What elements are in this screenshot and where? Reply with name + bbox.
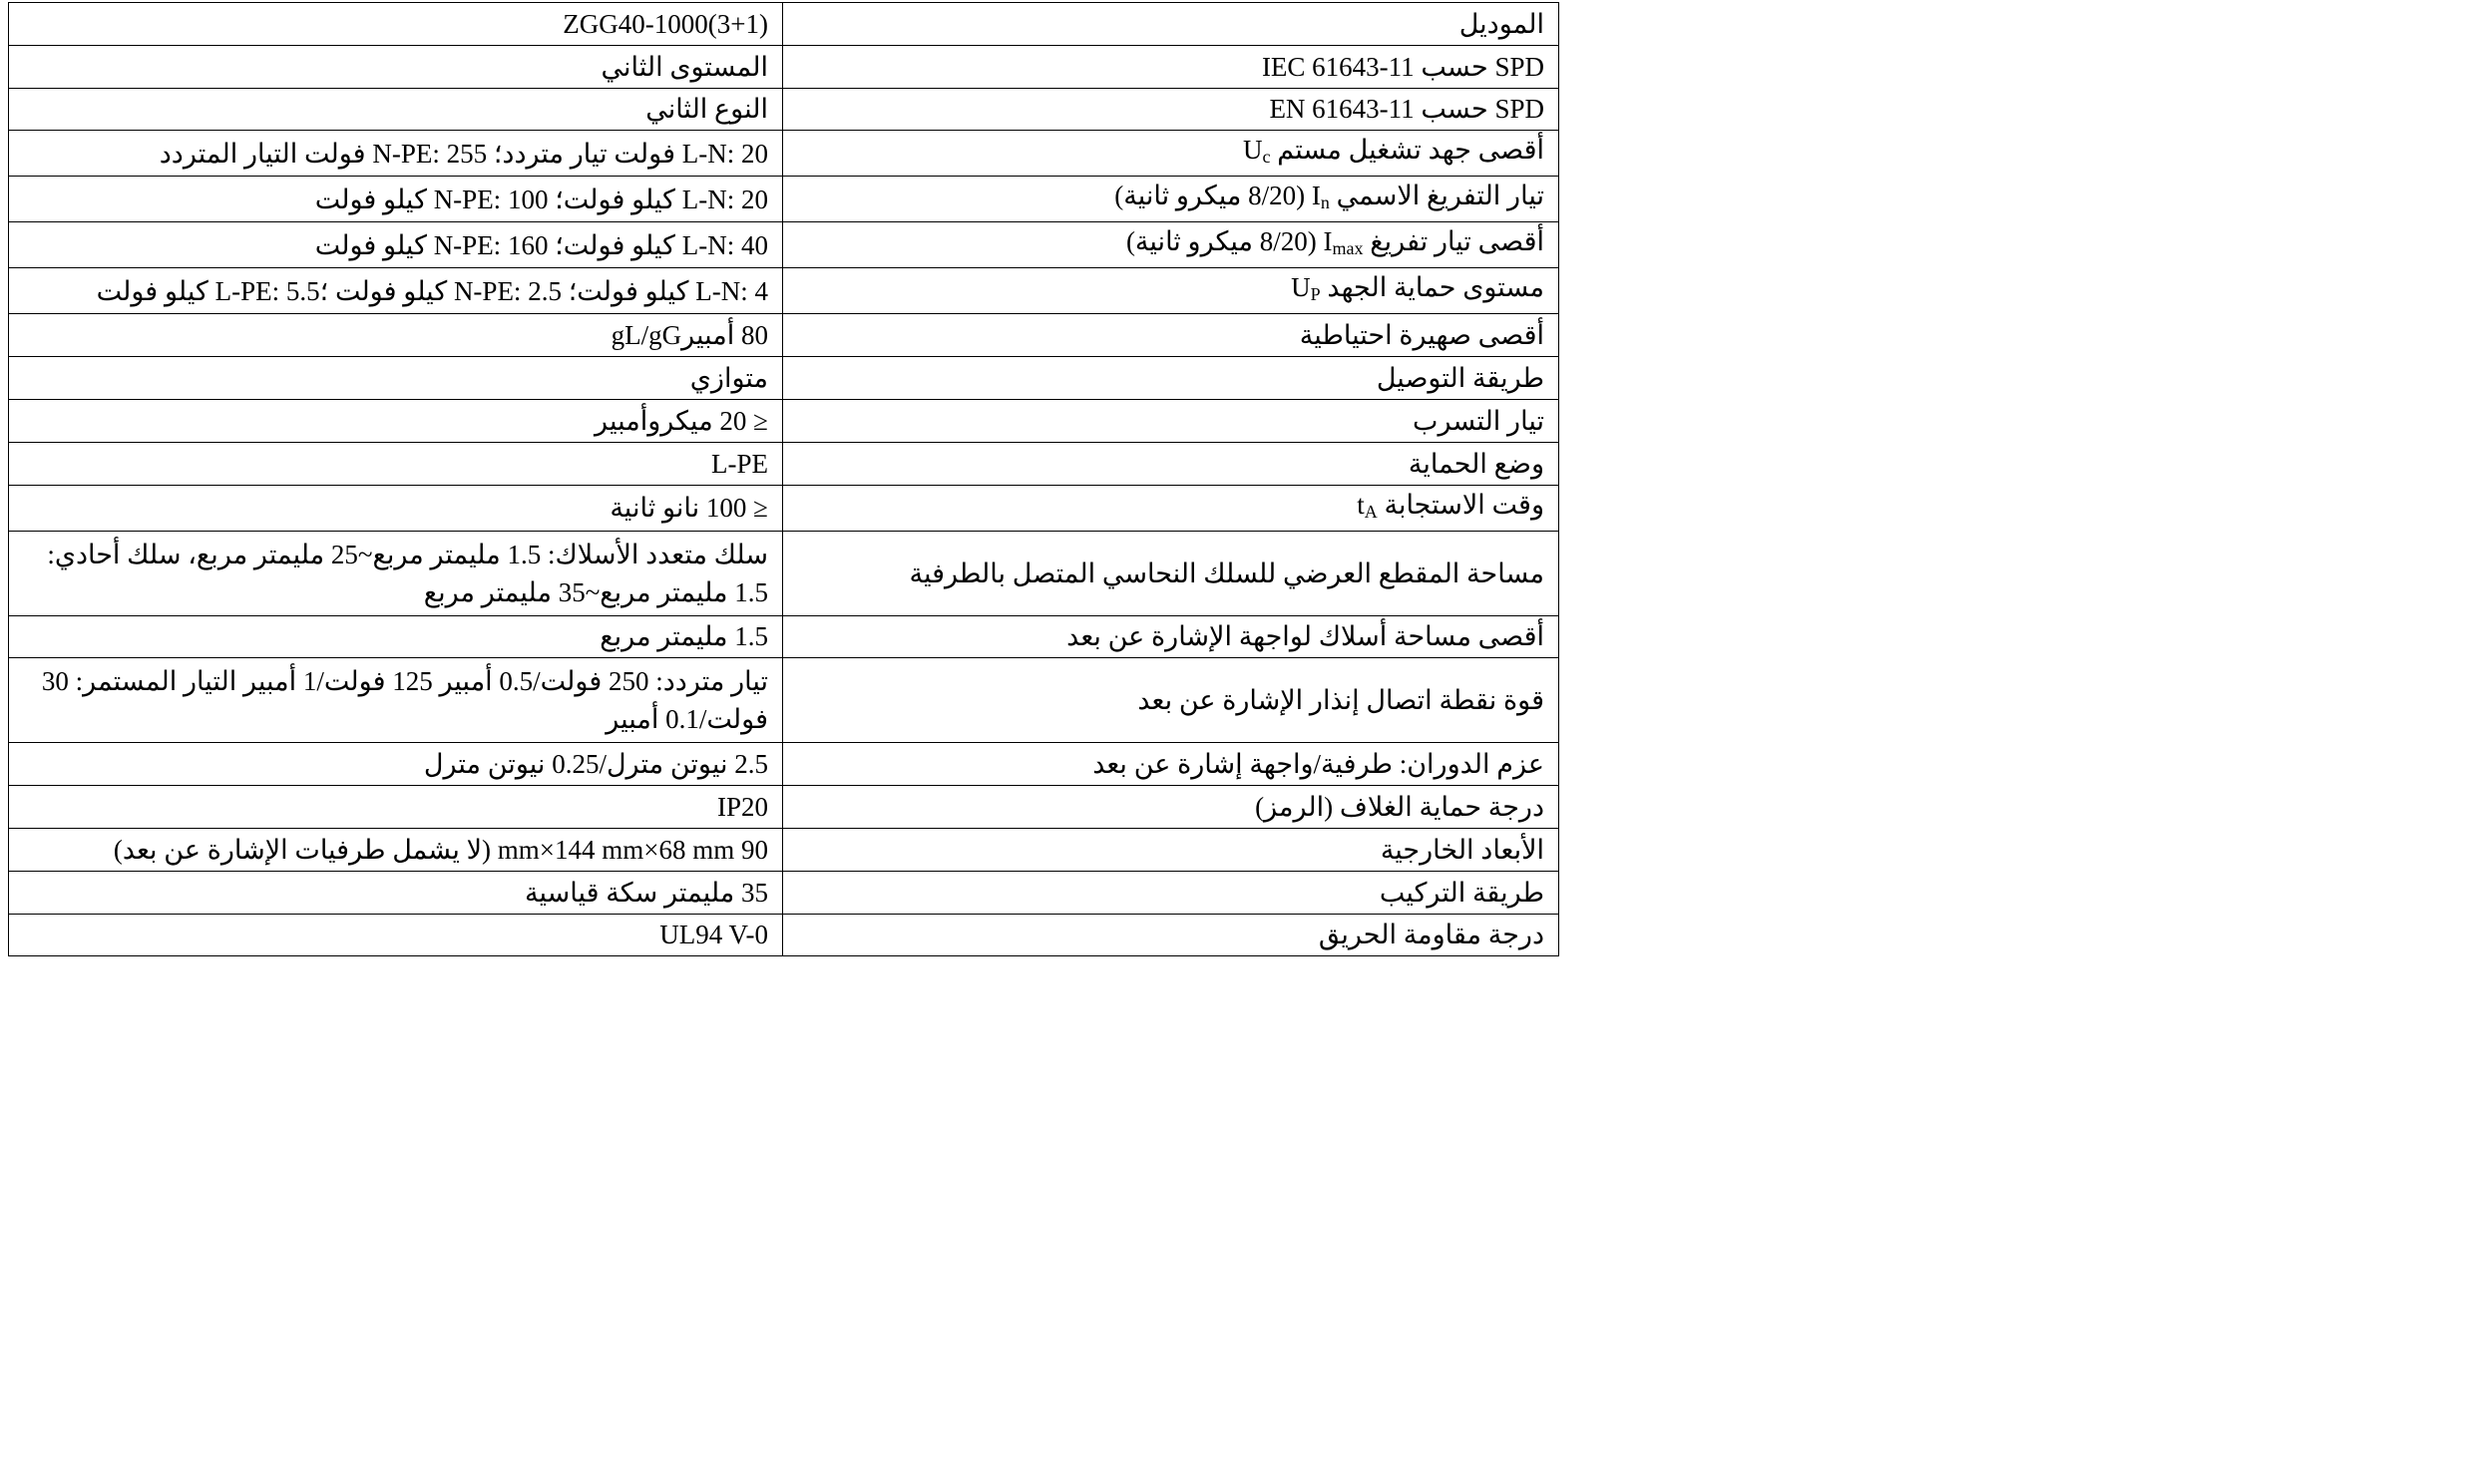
row-value: تيار متردد: 250 فولت/0.5 أمبير 125 فولت/1 أمبير التيار المستمر: 30 فولت/0.1 أمبير (9, 658, 783, 743)
table-row (9, 222, 1559, 268)
table-row (9, 828, 1559, 871)
label-text: مستوى حماية الجهد U (1291, 272, 1544, 303)
label-subscript: A (1364, 501, 1378, 522)
row-label: أقصى مساحة أسلاك لواجهة الإشارة عن بعد (783, 615, 1559, 658)
label-text-tail: (8/20 ميكرو ثانية) (1114, 181, 1312, 211)
label-text-tail: (8/20 ميكرو ثانية) (1125, 226, 1324, 257)
row-label: الأبعاد الخارجية (783, 828, 1559, 871)
table-row (9, 88, 1559, 131)
table-row (9, 357, 1559, 400)
row-label: الموديل (783, 3, 1559, 46)
table-row (9, 531, 1559, 615)
table-row (9, 658, 1559, 743)
row-value: UL94 V-0 (9, 914, 783, 956)
row-value: المستوى الثاني (9, 45, 783, 88)
label-text: تيار التفريغ الاسمي I (1311, 181, 1544, 211)
row-label (783, 485, 1559, 531)
table-row (9, 268, 1559, 314)
row-value: L-N: 20 كيلو فولت؛ N-PE: 100 كيلو فولت (9, 177, 783, 222)
row-value: متوازي (9, 357, 783, 400)
row-label: تيار التسرب (783, 399, 1559, 442)
row-value: ZGG40-1000(3+1) (9, 3, 783, 46)
row-value: L-N: 4 كيلو فولت؛ N-PE: 2.5 كيلو فولت ؛L-PE: 5.5 كيلو فولت (9, 268, 783, 314)
table-row (9, 45, 1559, 88)
row-value: L-N: 40 كيلو فولت؛ N-PE: 160 كيلو فولت (9, 222, 783, 268)
table-row (9, 177, 1559, 222)
label-subscript: P (1310, 284, 1321, 305)
table-row (9, 615, 1559, 658)
table-row (9, 442, 1559, 485)
row-value: 1.5 مليمتر مربع (9, 615, 783, 658)
table-row (9, 131, 1559, 177)
table-row (9, 3, 1559, 46)
spec-table (8, 2, 1559, 956)
row-value: 80 أمبيرgL/gG (9, 314, 783, 357)
document-page (0, 0, 1564, 950)
label-subscript: max (1332, 238, 1364, 259)
row-label: طريقة التركيب (783, 871, 1559, 914)
row-value: IP20 (9, 786, 783, 829)
row-label (783, 222, 1559, 268)
row-label: SPD حسب EN 61643-11 (783, 88, 1559, 131)
row-value: L-PE (9, 442, 783, 485)
row-label: أقصى صهيرة احتياطية (783, 314, 1559, 357)
row-label: SPD حسب IEC 61643-11 (783, 45, 1559, 88)
label-text: أقصى تيار تفريغ I (1323, 226, 1544, 257)
row-value: L-N: 20 فولت تيار متردد؛ N-PE: 255 فولت التيار المتردد (9, 131, 783, 177)
row-value: ≤ 20 ميكروأمبير (9, 399, 783, 442)
label-subscript: c (1262, 147, 1271, 168)
table-row (9, 786, 1559, 829)
row-label (783, 177, 1559, 222)
row-value: سلك متعدد الأسلاك: 1.5 مليمتر مربع~25 مليمتر مربع، سلك أحادي: 1.5 مليمتر مربع~35 مليمتر مربع (9, 531, 783, 615)
table-row (9, 485, 1559, 531)
row-value: 2.5 نيوتن مترل/0.25 نيوتن مترل (9, 743, 783, 786)
row-label (783, 268, 1559, 314)
label-subscript: n (1320, 192, 1330, 213)
row-label: درجة مقاومة الحريق (783, 914, 1559, 956)
row-label: عزم الدوران: طرفية/واجهة إشارة عن بعد (783, 743, 1559, 786)
table-row (9, 314, 1559, 357)
row-value: 90 mm×144 mm×68 mm (لا يشمل طرفيات الإشارة عن بعد) (9, 828, 783, 871)
row-label: وضع الحماية (783, 442, 1559, 485)
row-label: قوة نقطة اتصال إنذار الإشارة عن بعد (783, 658, 1559, 743)
table-row (9, 743, 1559, 786)
table-row (9, 914, 1559, 956)
row-value: ≤ 100 نانو ثانية (9, 485, 783, 531)
row-label: درجة حماية الغلاف (الرمز) (783, 786, 1559, 829)
label-text: وقت الاستجابة t (1357, 489, 1544, 520)
row-value: النوع الثاني (9, 88, 783, 131)
row-label (783, 131, 1559, 177)
row-label: مساحة المقطع العرضي للسلك النحاسي المتصل بالطرفية (783, 531, 1559, 615)
row-label: طريقة التوصيل (783, 357, 1559, 400)
label-text: أقصى جهد تشغيل مستم U (1242, 135, 1544, 166)
row-value: 35 مليمتر سكة قياسية (9, 871, 783, 914)
table-row (9, 871, 1559, 914)
table-row (9, 399, 1559, 442)
